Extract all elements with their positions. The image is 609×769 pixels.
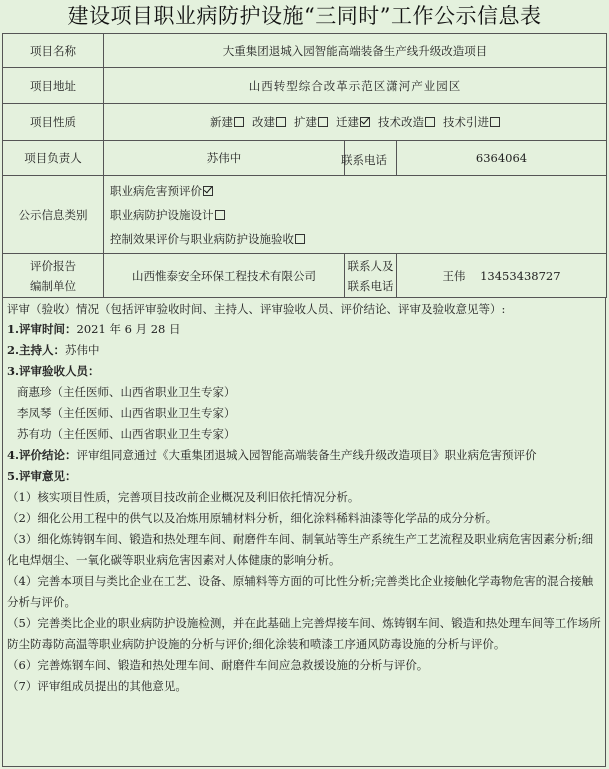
project-address-label: 项目地址 xyxy=(3,68,104,104)
nature-option-label: 技术引进 xyxy=(443,115,489,129)
review-members-heading: 3.评审验收人员： xyxy=(7,364,100,378)
checkbox-icon xyxy=(215,210,225,220)
review-conclusion xyxy=(3,445,605,466)
review-member: 苏有功（主任医师、山西省职业卫生专家） xyxy=(17,427,236,441)
nature-option xyxy=(252,115,286,129)
info-category-options xyxy=(104,176,607,254)
contact-label-line1: 联系人及 xyxy=(347,258,394,273)
report-unit-value: 山西惟泰安全环保工程技术有限公司 xyxy=(104,254,345,298)
row-info-category xyxy=(3,176,607,254)
review-host-label: 2.主持人： xyxy=(7,343,66,357)
row-project-nature xyxy=(3,104,607,141)
nature-option-label: 扩建 xyxy=(294,115,317,129)
category-option xyxy=(104,227,606,251)
row-project-address xyxy=(3,68,607,104)
row-project-name xyxy=(3,34,607,68)
contact-phone: 13453438727 xyxy=(480,268,561,283)
checkbox-icon xyxy=(490,117,500,127)
checkbox-icon xyxy=(234,117,244,127)
review-conclusion-label: 4.评价结论： xyxy=(7,448,77,462)
review-conclusion-value: 评审组同意通过《大重集团退城入园智能高端装备生产线升级改造项目》职业病危害预评价 xyxy=(76,448,537,462)
checkbox-icon xyxy=(360,117,370,127)
report-unit-label-line1: 评价报告 xyxy=(30,258,76,273)
checkbox-icon xyxy=(203,186,213,196)
category-option-label: 控制效果评价与职业病防护设施验收 xyxy=(110,231,294,246)
review-host xyxy=(3,340,605,361)
info-category-label: 公示信息类别 xyxy=(3,176,104,254)
review-host-value: 苏伟中 xyxy=(65,343,100,357)
nature-option xyxy=(443,115,500,129)
checkbox-icon xyxy=(295,234,305,244)
nature-option-label: 改建 xyxy=(252,115,275,129)
row-report-unit xyxy=(3,254,607,298)
contact-label-line2: 联系电话 xyxy=(347,278,394,293)
review-opinions-label xyxy=(3,466,605,487)
review-opinion: （2）细化公用工程中的供气以及冶炼用原辅材料分析，细化涂料稀料油漆等化学品的成分分析。 xyxy=(7,511,498,525)
project-leader-value: 苏伟中 xyxy=(104,141,345,176)
nature-option-label: 新建 xyxy=(210,115,233,129)
review-member: 商惠珍（主任医师、山西省职业卫生专家） xyxy=(17,385,236,399)
review-section xyxy=(2,297,606,767)
review-opinions-heading: 5.评审意见： xyxy=(7,469,77,483)
checkbox-icon xyxy=(276,117,286,127)
nature-option xyxy=(210,115,244,129)
row-project-leader xyxy=(3,141,607,176)
nature-option xyxy=(378,115,435,129)
review-opinion: （4）完善本项目与类比企业在工艺、设备、原辅料等方面的可比性分析;完善类比企业接触化学毒物危害的混合接触分析与评价。 xyxy=(7,574,594,609)
project-address-value: 山西转型综合改革示范区潇河产业园区 xyxy=(104,68,607,104)
project-leader-label: 项目负责人 xyxy=(3,141,104,176)
report-unit-label xyxy=(3,254,104,298)
project-name-label: 项目名称 xyxy=(3,34,104,68)
category-option xyxy=(104,203,606,227)
review-time xyxy=(3,319,605,340)
review-opinion: （7）评审组成员提出的其他意见。 xyxy=(7,679,187,693)
review-opinion: （6）完善炼钢车间、锻造和热处理车间、耐磨件车间应急救援设施的分析与评价。 xyxy=(7,658,429,672)
nature-option-label: 迁建 xyxy=(336,115,359,129)
nature-option xyxy=(336,115,370,129)
nature-option-label: 技术改造 xyxy=(378,115,424,129)
category-option-label: 职业病防护设施设计 xyxy=(110,207,214,222)
review-intro: 评审（验收）情况（包括评审验收时间、主持人、评审验收人员、评价结论、评审及验收意见等）: xyxy=(7,302,506,316)
review-opinion: （5）完善类比企业的职业病防护设施检测，并在此基础上完善焊接车间、炼铸钢车间、锻造和热处理车间等工作场所防尘防毒防高温等职业病防护设施的分析与评价;细化涂装和喷漆工序通风防毒设施的分析与评价。 xyxy=(7,616,601,651)
review-members-list xyxy=(3,382,605,445)
contact-label xyxy=(345,254,397,298)
contact-name: 王伟 xyxy=(442,268,466,283)
page-title: 建设项目职业病防护设施“三同时”工作公示信息表 xyxy=(67,4,542,28)
checkbox-icon xyxy=(318,117,328,127)
review-opinions-list xyxy=(3,487,605,697)
project-nature-options xyxy=(104,104,607,141)
category-option-label: 职业病危害预评价 xyxy=(110,183,202,198)
review-time-value: 2021 年 6 月 28 日 xyxy=(76,322,181,336)
review-member: 李凤琴（主任医师、山西省职业卫生专家） xyxy=(17,406,236,420)
review-opinion: （1）核实项目性质，完善项目技改前企业概况及利旧依托情况分析。 xyxy=(7,490,360,504)
project-name-value: 大重集团退城入园智能高端装备生产线升级改造项目 xyxy=(104,34,607,68)
contact-value xyxy=(397,254,607,298)
category-option xyxy=(104,179,606,203)
info-table xyxy=(2,33,607,298)
project-nature-label: 项目性质 xyxy=(3,104,104,141)
phone-label: 联系电话 xyxy=(341,153,387,167)
nature-option xyxy=(294,115,328,129)
checkbox-icon xyxy=(425,117,435,127)
review-opinion: （3）细化炼铸钢车间、锻造和热处理车间、耐磨件车间、制氧站等生产系统生产工艺流程及职业病危害因素分析;细化电焊烟尘、一氧化碳等职业病危害因素对人体健康的影响分析。 xyxy=(7,532,594,567)
report-unit-label-line2: 编制单位 xyxy=(30,278,76,293)
review-members-label xyxy=(3,361,605,382)
review-time-label: 1.评审时间： xyxy=(7,322,77,336)
phone-value: 6364064 xyxy=(397,141,607,176)
